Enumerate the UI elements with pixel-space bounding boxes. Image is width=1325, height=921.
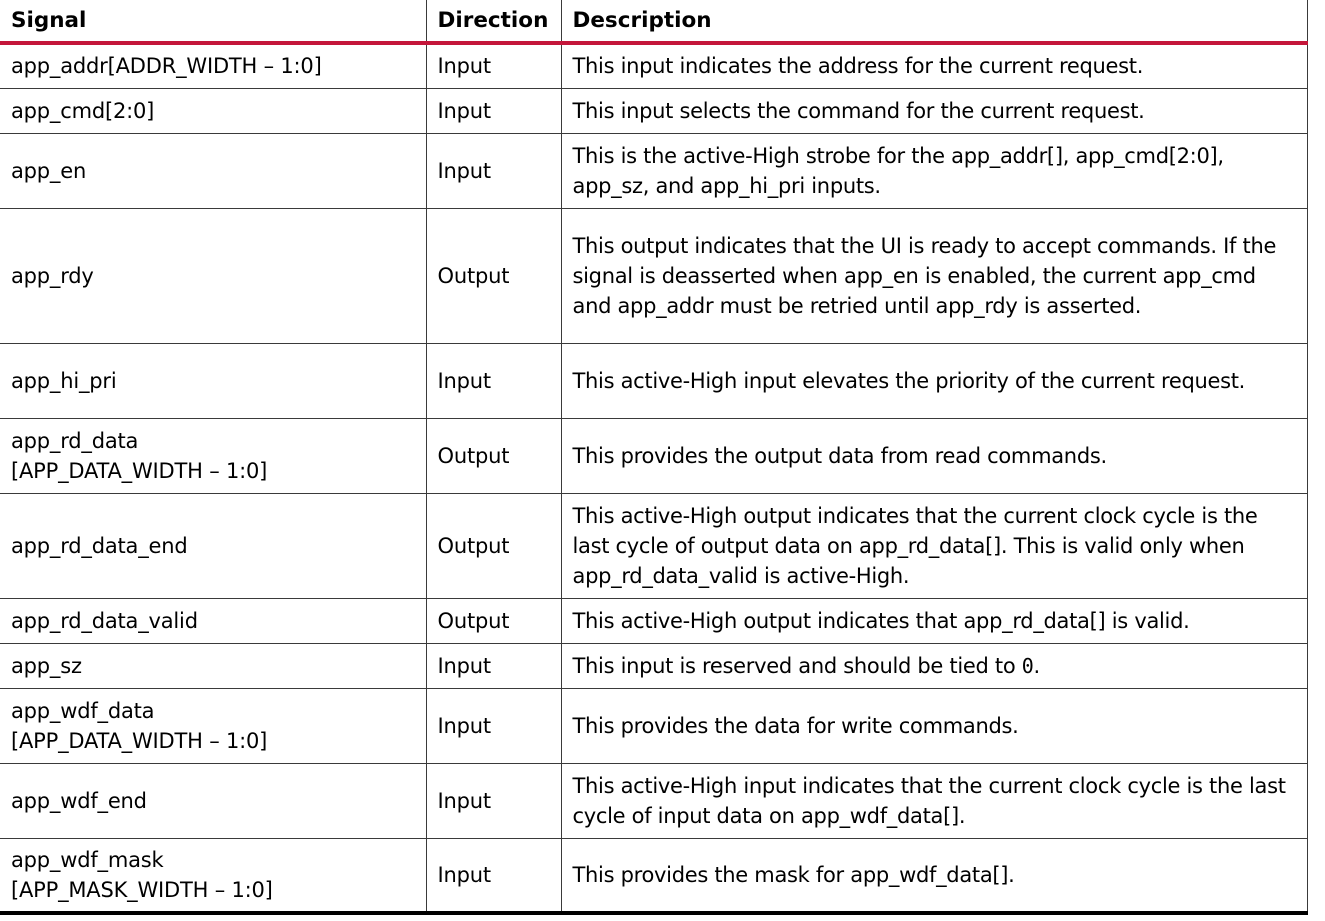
description-cell: This active-High output indicates that app_rd_data[] is valid. — [561, 598, 1307, 643]
signal-cell — [0, 418, 426, 493]
description-cell: This active-High input indicates that the current clock cycle is the last cycle of input data on app_wdf_data[]. — [561, 763, 1307, 838]
signal-cell: app_sz — [0, 643, 426, 688]
direction-cell: Input — [426, 838, 561, 913]
signal-cell: app_rd_data_valid — [0, 598, 426, 643]
signal-name-line: app_wdf_mask — [11, 847, 164, 872]
signal-cell: app_en — [0, 133, 426, 208]
signal-width-line: [APP_DATA_WIDTH – 1:0] — [11, 728, 268, 753]
signal-cell: app_hi_pri — [0, 343, 426, 418]
description-cell: This input selects the command for the current request. — [561, 88, 1307, 133]
direction-cell: Input — [426, 343, 561, 418]
code-value: 0 — [1021, 653, 1034, 678]
signal-cell: app_wdf_end — [0, 763, 426, 838]
description-cell: This provides the output data from read commands. — [561, 418, 1307, 493]
table-header-row — [0, 0, 1307, 43]
description-cell: This provides the data for write commands. — [561, 688, 1307, 763]
direction-cell: Input — [426, 688, 561, 763]
description-text: . — [1033, 653, 1040, 678]
description-text: This input is reserved and should be tied to — [572, 653, 1022, 678]
table-row — [0, 43, 1307, 88]
signal-name-line: app_wdf_data — [11, 698, 155, 723]
signal-cell — [0, 688, 426, 763]
direction-cell: Output — [426, 598, 561, 643]
direction-cell: Input — [426, 133, 561, 208]
table-row — [0, 838, 1307, 913]
table-row — [0, 643, 1307, 688]
direction-cell: Input — [426, 763, 561, 838]
signal-width-line: [APP_MASK_WIDTH – 1:0] — [11, 877, 273, 902]
signal-cell: app_rd_data_end — [0, 493, 426, 598]
direction-cell: Output — [426, 208, 561, 343]
description-cell: This active-High output indicates that the current clock cycle is the last cycle of output data on app_rd_data[]. This is valid only when app_rd_data_valid is active-High. — [561, 493, 1307, 598]
description-cell: This is the active-High strobe for the app_addr[], app_cmd[2:0], app_sz, and app_hi_pri inputs. — [561, 133, 1307, 208]
direction-cell: Input — [426, 643, 561, 688]
description-cell: This provides the mask for app_wdf_data[]. — [561, 838, 1307, 913]
column-header-direction: Direction — [426, 0, 561, 43]
description-cell: This active-High input elevates the priority of the current request. — [561, 343, 1307, 418]
signal-cell: app_cmd[2:0] — [0, 88, 426, 133]
table-row — [0, 688, 1307, 763]
table-row — [0, 493, 1307, 598]
column-header-description: Description — [561, 0, 1307, 43]
signal-name-line: app_rd_data — [11, 428, 139, 453]
table-row — [0, 343, 1307, 418]
table-row — [0, 133, 1307, 208]
direction-cell: Output — [426, 493, 561, 598]
signal-cell: app_rdy — [0, 208, 426, 343]
table-row — [0, 418, 1307, 493]
table-row — [0, 763, 1307, 838]
description-cell: This input indicates the address for the current request. — [561, 43, 1307, 88]
table-row — [0, 88, 1307, 133]
description-cell: This output indicates that the UI is ready to accept commands. If the signal is deasserted when app_en is enabled, the current app_cmd and app_addr must be retried until app_rdy is asserted. — [561, 208, 1307, 343]
direction-cell: Output — [426, 418, 561, 493]
signal-cell — [0, 838, 426, 913]
table-row — [0, 208, 1307, 343]
direction-cell: Input — [426, 88, 561, 133]
column-header-signal: Signal — [0, 0, 426, 43]
signal-width-line: [APP_DATA_WIDTH – 1:0] — [11, 458, 268, 483]
description-cell — [561, 643, 1307, 688]
direction-cell: Input — [426, 43, 561, 88]
table-row — [0, 598, 1307, 643]
signal-cell: app_addr[ADDR_WIDTH – 1:0] — [11, 54, 322, 79]
